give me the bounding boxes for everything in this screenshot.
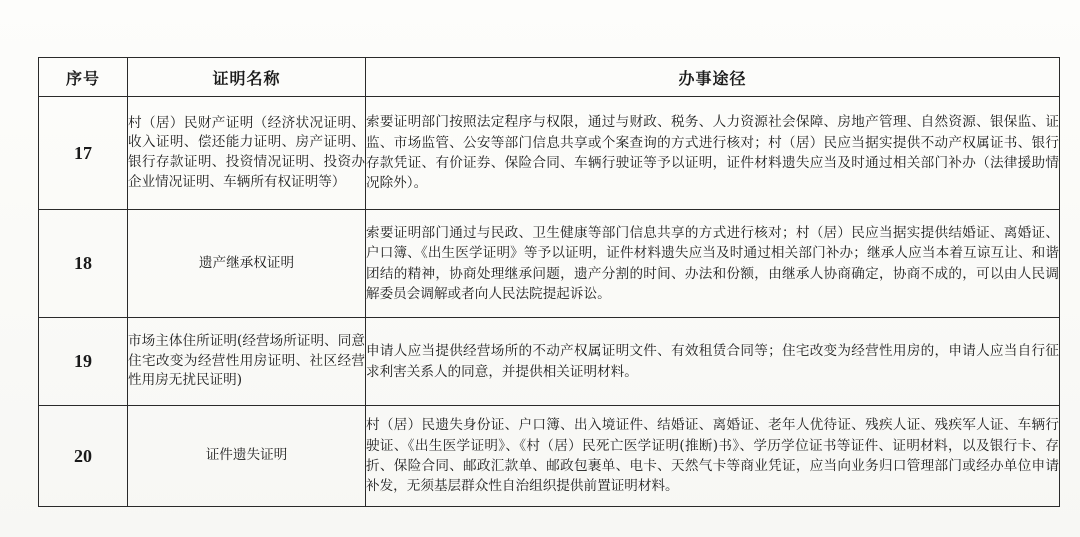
header-index: 序号 [39,58,128,97]
table-row [39,406,1060,507]
row-route: 申请人应当提供经营场所的不动产权属证明文件、有效租赁合同等；住宅改变为经营性用房的，申请人应当自行征求利害关系人的同意，并提供相关证明材料。 [366,318,1060,406]
row-index: 20 [39,406,128,507]
row-route: 村（居）民遗失身份证、户口簿、出入境证件、结婚证、离婚证、老年人优待证、残疾人证、残疾军人证、车辆行驶证、《出生医学证明》、《村（居）民死亡医学证明(推断)书》、学历学位证书等证件、证明材料，以及银行卡、存折、保险合同、邮政汇款单、邮政包裹单、电卡、天然气卡等商业凭证，应当向业务归口管理部门或经办单位申请补发，无须基层群众性自治组织提供前置证明材料。 [366,406,1060,507]
row-certificate-name: 市场主体住所证明(经营场所证明、同意住宅改变为经营性用房证明、社区经营性用房无扰民证明) [128,318,366,406]
row-certificate-name: 遗产继承权证明 [128,210,366,318]
row-index: 17 [39,97,128,210]
table-header-row [39,58,1060,97]
row-index: 18 [39,210,128,318]
table-row [39,97,1060,210]
row-certificate-name: 证件遗失证明 [128,406,366,507]
row-route: 索要证明部门按照法定程序与权限，通过与财政、税务、人力资源社会保障、房地产管理、自然资源、银保监、证监、市场监管、公安等部门信息共享或个案查询的方式进行核对；村（居）民应当据实提供不动产权属证书、银行存款凭证、有价证券、保险合同、车辆行驶证等予以证明，证件材料遗失应当及时通过相关部门补办（法律援助情况除外）。 [366,97,1060,210]
row-certificate-name: 村（居）民财产证明（经济状况证明、收入证明、偿还能力证明、房产证明、银行存款证明、投资情况证明、投资办企业情况证明、车辆所有权证明等） [128,97,366,210]
table-row [39,318,1060,406]
table-row [39,210,1060,318]
header-route: 办事途径 [366,58,1060,97]
header-name: 证明名称 [128,58,366,97]
certificate-table [38,57,1060,507]
row-route: 索要证明部门通过与民政、卫生健康等部门信息共享的方式进行核对；村（居）民应当据实提供结婚证、离婚证、户口簿、《出生医学证明》等予以证明，证件材料遗失应当及时通过相关部门补办；继承人应当本着互谅互让、和谐团结的精神，协商处理继承问题，遗产分割的时间、办法和份额，由继承人协商确定，协商不成的，可以由人民调解委员会调解或者向人民法院提起诉讼。 [366,210,1060,318]
row-index: 19 [39,318,128,406]
